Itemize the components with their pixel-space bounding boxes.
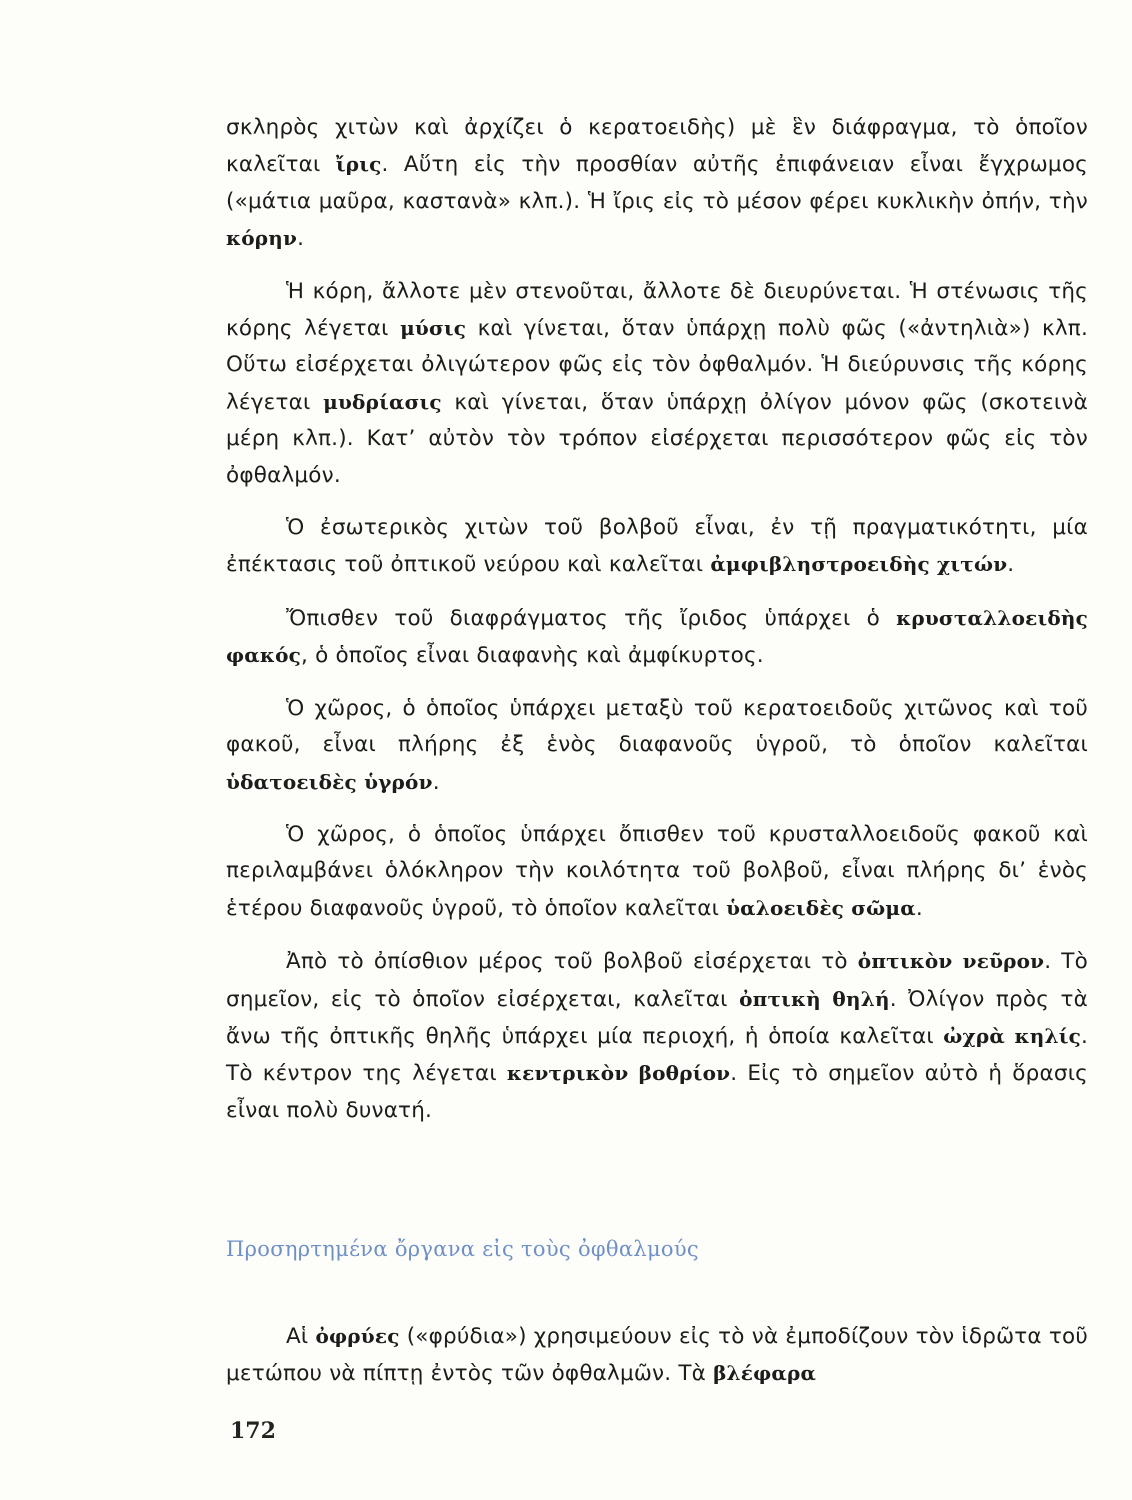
bold-term: ὀπτικὴ θηλή <box>739 986 890 1011</box>
paragraph <box>226 274 1088 494</box>
text-run: Ἡ κόρη, ἄλλοτε μὲν στενοῦται, ἄλλοτε δὲ διευρύνεται. Ἡ στένωσις τῆς κόρης λέγεται <box>226 278 1088 342</box>
bold-term: ὀφρύες <box>315 1324 400 1348</box>
text-run: . Τὸ σημεῖον, εἰς τὸ ὁποῖον εἰσέρχεται, καλεῖται <box>226 949 1088 1012</box>
paragraph <box>226 817 1088 927</box>
text-run: καὶ γίνεται, ὅταν ὑπάρχῃ ὀλίγον μόνον φῶς (σκοτεινὰ μέρη κλπ.). Κατ’ αὐτὸν τὸν τρόπον εἰσέρχεται περισσότερον φῶς εἰς τὸν ὀφθαλμόν. <box>226 389 1088 488</box>
paragraph <box>226 110 1088 258</box>
bold-term: κεντρικὸν βοθρίον <box>506 1061 731 1086</box>
body-text <box>226 110 1088 1129</box>
text-run: καὶ γίνεται, ὅταν ὑπάρχῃ πολὺ φῶς («ἀντηλιὰ») κλπ. Οὕτω εἰσέρχεται ὀλιγώτερον φῶς εἰς τὸν ὀφθαλμόν. Ἡ διεύρυνσις τῆς κόρης λέγεται <box>226 316 1088 415</box>
paragraph <box>226 943 1088 1129</box>
bold-term: ὑαλοειδὲς σῶμα <box>726 895 916 920</box>
bold-term: ἴρις <box>335 152 382 177</box>
paragraph <box>226 510 1088 584</box>
text-run: . <box>915 895 923 921</box>
text-run: . Εἰς τὸ σημεῖον αὐτὸ ἡ ὅρασις εἶναι πολὺ δυνατή. <box>226 1061 1088 1123</box>
text-run: . Ὀλίγον πρὸς τὰ ἄνω τῆς ὀπτικῆς θηλῆς ὑπάρχει μία περιοχή, ἡ ὁποία καλεῖται <box>226 986 1088 1049</box>
paragraph <box>226 600 1088 675</box>
text-run: Ὁ χῶρος, ὁ ὁποῖος ὑπάρχει ὄπισθεν τοῦ κρυσταλλοειδοῦς φακοῦ καὶ περιλαμβάνει ὁλόκληρον τὴν κοιλότητα τοῦ βολβοῦ, εἶναι πλήρης δι’ ἑνὸς ἑτέρου διαφανοῦς ὑγροῦ, τὸ ὁποῖον καλεῖται <box>226 821 1088 921</box>
text-run: . <box>1007 552 1015 578</box>
bold-term: κρυσταλλοειδὴς φακός <box>226 605 1088 668</box>
bold-term: μύσις <box>400 316 467 341</box>
bold-term: μυδρίασις <box>323 389 442 414</box>
bold-term: ὑδατοειδὲς ὑγρόν <box>226 769 433 794</box>
text-run: Αἱ <box>286 1324 316 1349</box>
paragraph <box>226 1318 1088 1393</box>
bold-term: βλέφαρα <box>713 1361 817 1386</box>
text-run: Ἀπὸ τὸ ὀπίσθιον μέρος τοῦ βολβοῦ εἰσέρχεται τὸ <box>286 949 858 975</box>
bold-term: ὠχρὰ κηλίς <box>943 1023 1081 1048</box>
text-run: Ὁ χῶρος, ὁ ὁποῖος ὑπάρχει μεταξὺ τοῦ κερατοειδοῦς χιτῶνος καὶ τοῦ φακοῦ, εἶναι πλήρης ἐξ ἑνὸς διαφανοῦς ὑγροῦ, τὸ ὁποῖον καλεῖται <box>226 695 1088 758</box>
text-run: («φρύδια») χρησιμεύουν εἰς τὸ νὰ ἐμποδίζουν τὸν ἱδρῶτα τοῦ μετώπου νὰ πίπτῃ ἐντὸς τῶν ὀφθαλμῶν. Τὰ <box>226 1324 1089 1387</box>
bold-term: κόρην <box>226 226 298 251</box>
text-run: Ὄπισθεν τοῦ διαφράγματος τῆς ἴριδος ὑπάρχει ὁ <box>286 605 897 631</box>
text-run: . Αὕτη εἰς τὴν προσθίαν αὐτῆς ἐπιφάνειαν εἶναι ἔγχρωμος («μάτια μαῦρα, καστανὰ» κλπ.). Ἡ ἴρις εἰς τὸ μέσον φέρει κυκλικὴν ὀπήν, τὴν <box>226 152 1088 214</box>
section-heading: Προσηρτημένα ὄργανα εἰς τοὺς ὀφθαλμούς <box>226 1237 699 1261</box>
bold-term: ὀπτικὸν νεῦρον <box>857 949 1045 974</box>
paragraph <box>226 691 1088 801</box>
text-run: Ὁ ἐσωτερικὸς χιτὼν τοῦ βολβοῦ εἶναι, ἐν τῇ πραγματικότητι, μία ἐπέκτασις τοῦ ὀπτικοῦ νεύρου καὶ καλεῖται <box>226 515 1088 578</box>
text-run: . Τὸ κέντρον της λέγεται <box>226 1023 1088 1087</box>
text-run: . <box>297 226 305 252</box>
text-run: , ὁ ὁποῖος εἶναι διαφανὴς καὶ ἀμφίκυρτος. <box>301 643 764 669</box>
page-number: 172 <box>230 1418 276 1444</box>
text-run: . <box>432 769 440 795</box>
continued-text <box>226 1318 1088 1393</box>
bold-term: ἀμφιβληστροειδὴς χιτών <box>710 552 1008 577</box>
text-run: σκληρὸς χιτὼν καὶ ἀρχίζει ὁ κερατοειδὴς) μὲ ἓν διάφραγμα, τὸ ὁποῖον καλεῖται <box>226 115 1088 178</box>
